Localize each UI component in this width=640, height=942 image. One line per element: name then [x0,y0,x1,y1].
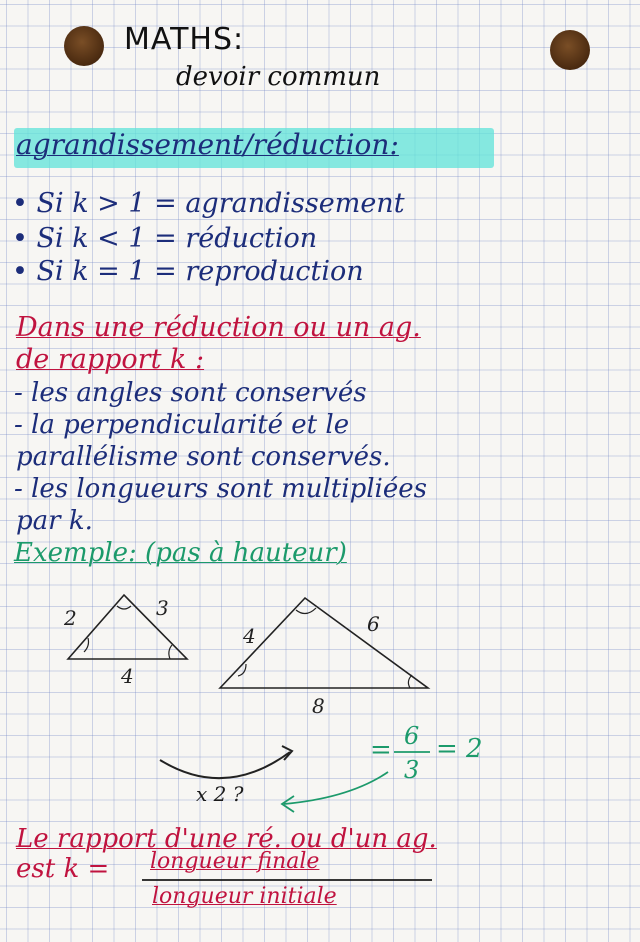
intro-line: Dans une réduction ou un ag. [16,312,421,343]
scale-arrow [160,752,290,778]
conclusion-denominator: longueur initiale [152,884,337,909]
page-title: MATHS: [124,22,245,57]
fraction-denominator: 3 [404,756,420,784]
rule-item: • Si k < 1 = réduction [12,223,318,254]
fraction-numerator: 6 [404,722,420,750]
large-triangle-left-side: 4 [243,624,256,648]
page-subtitle: devoir commun [176,62,381,92]
large-triangle-base: 8 [312,694,325,718]
example-label: Exemple: (pas à hauteur) [14,538,347,568]
section-heading: agrandissement/réduction: [16,128,399,161]
property-line: - les angles sont conservés [14,378,367,408]
rule-item: • Si k > 1 = agrandissement [12,188,405,219]
conclusion-numerator: longueur finale [150,849,320,874]
fraction-result: = 2 [436,734,483,764]
small-triangle-right-side: 3 [156,596,169,620]
conclusion-line: Le rapport d'une ré. ou d'un ag. [16,824,437,854]
intro-line: de rapport k : [16,344,205,375]
small-triangle-left-side: 2 [64,606,77,630]
ratio-arrow [284,772,388,804]
property-line: - les longueurs sont multipliées [14,474,427,504]
property-line: parallélisme sont conservés. [16,442,391,472]
property-line: par k. [16,506,93,536]
rule-item: • Si k = 1 = reproduction [12,256,364,287]
fraction-prefix: = [370,735,392,765]
property-line: - la perpendicularité et le [14,410,350,440]
arrow-label: x 2 ? [196,782,244,806]
large-triangle-right-side: 6 [367,612,380,636]
small-triangle-base: 4 [121,664,134,688]
conclusion-prefix: est k = [16,854,110,884]
